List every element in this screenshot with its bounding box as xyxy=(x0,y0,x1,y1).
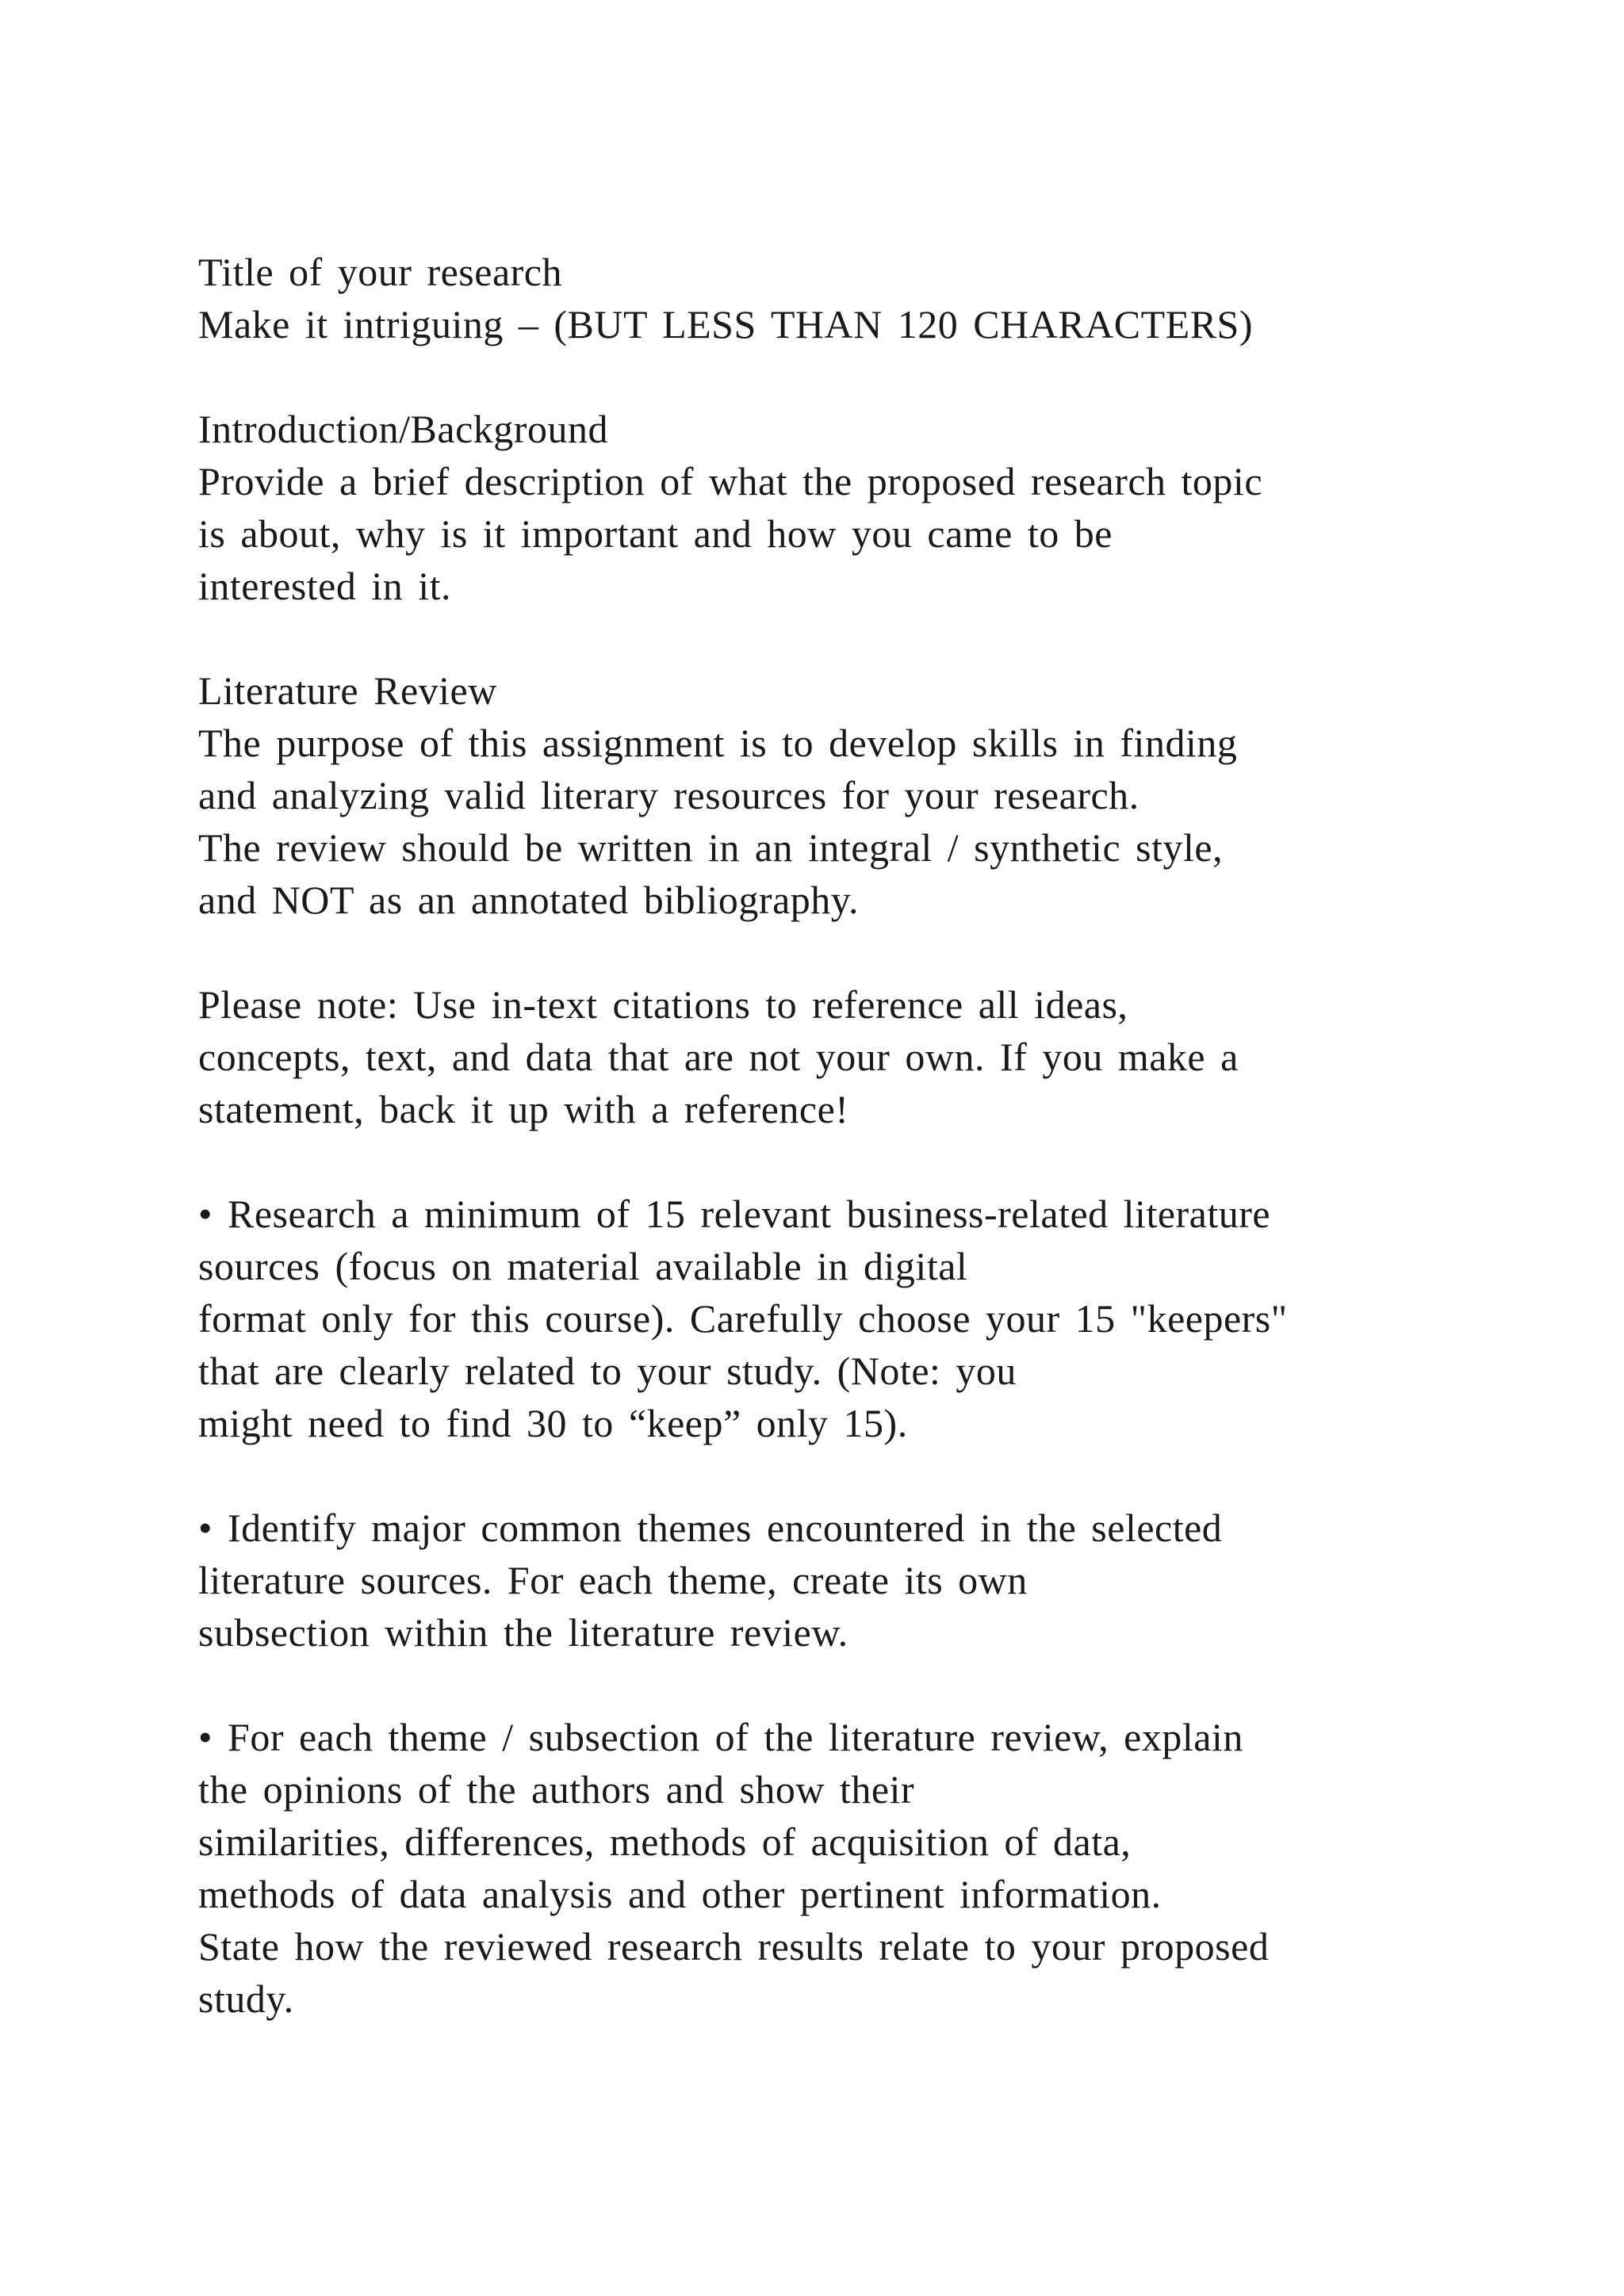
note-text-line: Please note: Use in-text citations to reference all ideas, xyxy=(198,982,1128,1027)
note-text-line: concepts, text, and data that are not your own. If you make a xyxy=(198,1035,1239,1079)
paragraph-gap xyxy=(198,1659,1546,1711)
introduction-text-line: Provide a brief description of what the proposed research topic xyxy=(198,459,1263,503)
bullet-subsection-line: methods of data analysis and other pertinent information. xyxy=(198,1872,1162,1916)
bullet-themes-line: literature sources. For each theme, create its own xyxy=(198,1558,1028,1602)
bullet-research-line: format only for this course). Carefully choose your 15 "keepers" xyxy=(198,1296,1288,1341)
introduction-text-line: interested in it. xyxy=(198,564,452,608)
bullet-subsection-line: similarities, differences, methods of acquisition of data, xyxy=(198,1820,1132,1864)
title-instruction: Make it intriguing – (BUT LESS THAN 120 CHARACTERS) xyxy=(198,302,1254,346)
literature-review-text-line: and NOT as an annotated bibliography. xyxy=(198,878,860,922)
bullet-themes-line: • Identify major common themes encountered in the selected xyxy=(198,1506,1223,1550)
bullet-research-line: that are clearly related to your study. (Note: you xyxy=(198,1349,1017,1393)
bullet-subsection-line: the opinions of the authors and show their xyxy=(198,1767,915,1812)
bullet-research-line: might need to find 30 to “keep” only 15). xyxy=(198,1401,908,1445)
literature-review-heading: Literature Review xyxy=(198,668,497,713)
paragraph-gap xyxy=(198,1449,1546,1502)
bullet-research-line: sources (focus on material available in digital xyxy=(198,1244,968,1288)
paragraph-gap xyxy=(198,350,1546,403)
bullet-subsection-line: State how the reviewed research results relate to your proposed xyxy=(198,1924,1270,1969)
bullet-subsection-line: • For each theme / subsection of the literature review, explain xyxy=(198,1715,1243,1759)
literature-review-text-line: and analyzing valid literary resources for your research. xyxy=(198,773,1139,817)
research-title-heading: Title of your research xyxy=(198,250,562,294)
bullet-research-line: • Research a minimum of 15 relevant business-related literature xyxy=(198,1192,1271,1236)
introduction-text-line: is about, why is it important and how you came to be xyxy=(198,511,1113,556)
literature-review-text-line: The purpose of this assignment is to develop skills in finding xyxy=(198,721,1238,765)
note-text-line: statement, back it up with a reference! xyxy=(198,1087,849,1131)
document-body xyxy=(198,246,1546,2025)
paragraph-gap xyxy=(198,612,1546,664)
bullet-subsection-line: study. xyxy=(198,1976,294,2021)
paragraph-gap xyxy=(198,926,1546,978)
introduction-heading: Introduction/Background xyxy=(198,407,608,451)
paragraph-gap xyxy=(198,1135,1546,1188)
bullet-themes-line: subsection within the literature review. xyxy=(198,1610,848,1655)
literature-review-text-line: The review should be written in an integral / synthetic style, xyxy=(198,825,1224,870)
